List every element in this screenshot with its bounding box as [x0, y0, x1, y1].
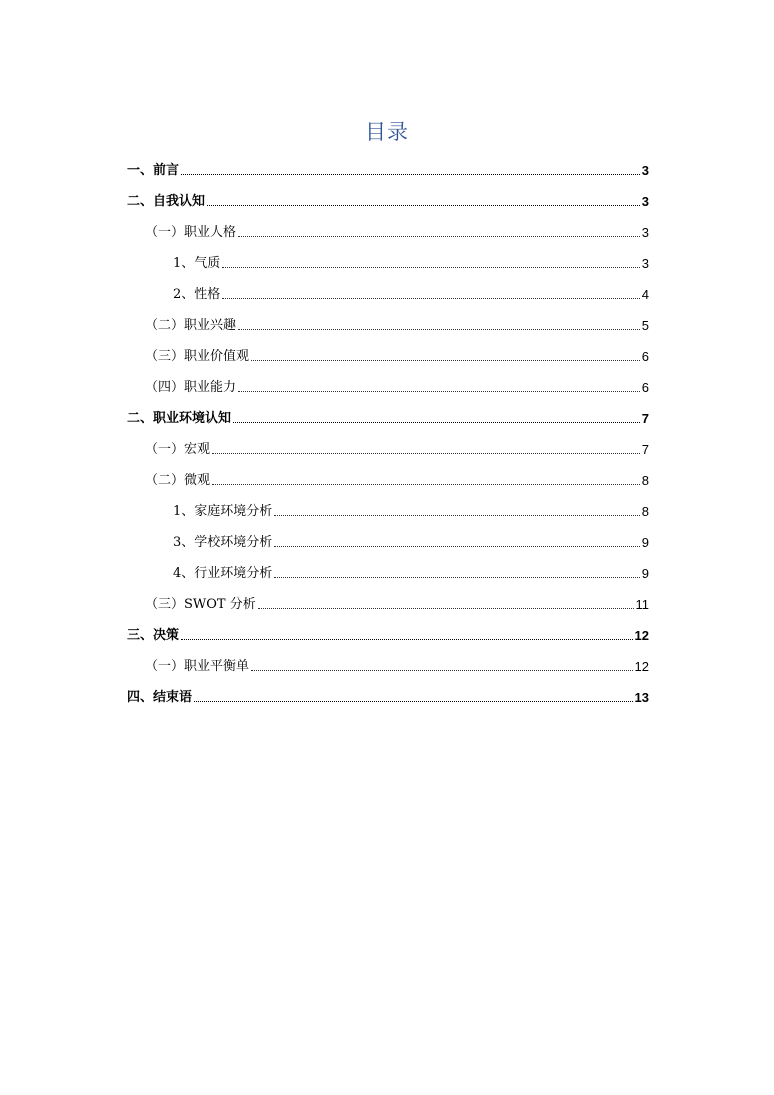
toc-entry[interactable] [127, 408, 649, 428]
toc-entry[interactable] [127, 687, 649, 707]
toc-leader [258, 607, 634, 609]
toc-entry-page: 7 [641, 411, 649, 426]
toc-entry[interactable] [173, 563, 649, 583]
toc-title: 目录 [365, 120, 409, 144]
toc-leader [212, 452, 640, 454]
toc-entry[interactable] [145, 656, 649, 676]
toc-entry-page: 7 [641, 442, 649, 457]
toc-entry-page: 12 [634, 628, 649, 643]
toc-leader [207, 204, 640, 206]
toc-leader [238, 235, 640, 237]
toc-entry-label: （一）职业人格 [145, 225, 237, 240]
toc-leader [222, 297, 639, 299]
toc-entry[interactable] [145, 439, 649, 459]
toc-entry-page: 6 [641, 380, 649, 395]
toc-entry-page: 9 [641, 535, 649, 550]
toc-entry[interactable] [127, 625, 649, 645]
toc-leader [222, 266, 639, 268]
toc-leader [212, 483, 640, 485]
toc-entry-page: 5 [641, 318, 649, 333]
toc-entry-label: （一）职业平衡单 [145, 659, 250, 674]
toc-entry-page: 11 [635, 597, 649, 612]
toc-entry-label: 三、决策 [127, 628, 180, 643]
toc-entry[interactable] [145, 470, 649, 490]
toc-entry-label: 2、性格 [173, 287, 221, 302]
toc-entry[interactable] [173, 253, 649, 273]
toc-entry-page: 9 [641, 566, 649, 581]
toc-entry-label: 4、行业环境分析 [173, 566, 273, 581]
toc-entry-label: 1、气质 [173, 256, 221, 271]
toc-leader [181, 638, 633, 640]
toc-entry-page: 3 [641, 256, 649, 271]
toc-leader [251, 359, 640, 361]
toc-entry-label: 1、家庭环境分析 [173, 504, 273, 519]
toc-entry-page: 8 [641, 473, 649, 488]
toc-entry-label: （二）职业兴趣 [145, 318, 237, 333]
toc-entry-label: 二、自我认知 [127, 194, 206, 209]
toc-entry[interactable] [145, 315, 649, 335]
toc-leader [251, 669, 633, 671]
toc-entry-page: 3 [641, 225, 649, 240]
toc-entry-page: 3 [641, 194, 649, 209]
toc-entry-page: 12 [634, 659, 649, 674]
toc-leader [233, 421, 640, 423]
toc-leader [238, 328, 640, 330]
toc-entry-page: 3 [641, 163, 649, 178]
toc-entry-page: 4 [641, 287, 649, 302]
toc-entry[interactable] [145, 377, 649, 397]
toc-entry[interactable] [127, 191, 649, 211]
toc-leader [238, 390, 640, 392]
toc-leader [181, 173, 640, 175]
toc-entry-page: 6 [641, 349, 649, 364]
toc-entry-label: （三）SWOT 分析 [145, 597, 256, 612]
toc-leader [194, 700, 633, 702]
toc-entry-label: （四）职业能力 [145, 380, 237, 395]
toc-entry[interactable] [145, 346, 649, 366]
toc-entry[interactable] [173, 532, 649, 552]
toc-entry-label: 3、学校环境分析 [173, 535, 273, 550]
toc-entry-label: （二）微观 [145, 473, 211, 488]
toc-entry[interactable] [127, 160, 649, 180]
toc-entry-label: 二、职业环境认知 [127, 411, 232, 426]
toc-entry[interactable] [145, 594, 649, 614]
toc-leader [274, 576, 639, 578]
toc-entry-page: 13 [634, 690, 649, 705]
toc-entry-label: （一）宏观 [145, 442, 211, 457]
toc-entry[interactable] [173, 284, 649, 304]
toc-entry-label: 一、前言 [127, 163, 180, 178]
toc-entry-label: 四、结束语 [127, 690, 193, 705]
toc-entry[interactable] [173, 501, 649, 521]
toc-leader [274, 514, 639, 516]
toc-entry-page: 8 [641, 504, 649, 519]
toc-leader [274, 545, 639, 547]
toc-entry-label: （三）职业价值观 [145, 349, 250, 364]
toc-entry[interactable] [145, 222, 649, 242]
